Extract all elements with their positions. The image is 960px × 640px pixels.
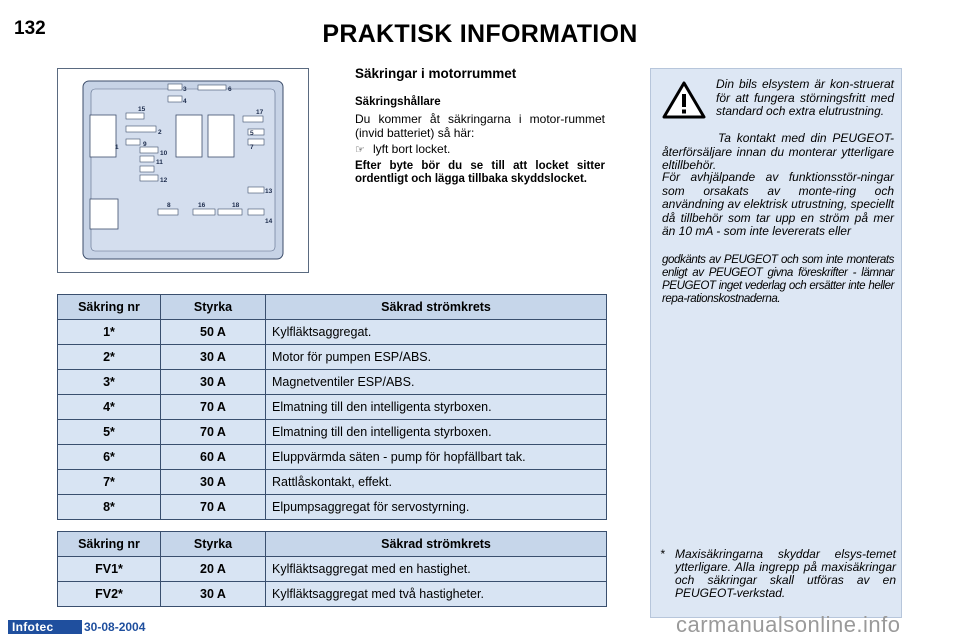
body-text: Du kommer åt säkringarna i motor-rummet (invid batteriet) så här: xyxy=(355,112,605,140)
cell-nr: 7* xyxy=(58,470,161,495)
cell-nr: 8* xyxy=(58,495,161,520)
table-row xyxy=(58,395,607,420)
header-styrka: Styrka xyxy=(161,532,266,557)
fuse-label-9: 9 xyxy=(143,141,147,148)
footnote-star: * xyxy=(660,547,665,561)
table-header-row xyxy=(58,532,607,557)
sub-title: Säkringshållare xyxy=(355,96,441,108)
cell-styrka: 20 A xyxy=(161,557,266,582)
cell-styrka: 70 A xyxy=(161,395,266,420)
infotec-logo: Infotec xyxy=(8,620,82,634)
cell-styrka: 50 A xyxy=(161,320,266,345)
fuse-label-8: 8 xyxy=(167,202,171,209)
fuse-label-3: 3 xyxy=(183,86,187,93)
header-krets: Säkrad strömkrets xyxy=(266,295,607,320)
info-paragraph-4: godkänts av PEUGEOT och som inte monterats enligt av PEUGEOT givna föreskrifter - lämnar PEUGEOT inget vederlag och ersätter inte heller repa-rationskostnaderna. xyxy=(662,253,894,305)
cell-krets: Rattlåskontakt, effekt. xyxy=(266,470,607,495)
cell-styrka: 30 A xyxy=(161,470,266,495)
cell-nr: FV1* xyxy=(58,557,161,582)
cell-nr: 1* xyxy=(58,320,161,345)
cell-krets: Kylfläktsaggregat med en hastighet. xyxy=(266,557,607,582)
footnote-text: Maxisäkringarna skyddar elsys-temet ytterligare. Alla ingrepp på maxisäkringar och säkringar skall utföras av en PEUGEOT-verkstad. xyxy=(675,547,896,600)
fuse-box-diagram xyxy=(57,68,309,273)
footer-date: 30-08-2004 xyxy=(84,620,146,634)
watermark: carmanualsonline.info xyxy=(676,612,901,637)
fuse-table-fv xyxy=(57,531,607,607)
fuse-label-13: 13 xyxy=(265,188,273,195)
cell-nr: 4* xyxy=(58,395,161,420)
page-title: PRAKTISK INFORMATION xyxy=(322,20,638,48)
cell-nr: 6* xyxy=(58,445,161,470)
warning-icon xyxy=(662,80,706,120)
cell-nr: FV2* xyxy=(58,582,161,607)
table-row xyxy=(58,470,607,495)
fuse-box-drawing xyxy=(58,69,308,272)
table-row xyxy=(58,557,607,582)
cell-krets: Elpumpsaggregat för servostyrning. xyxy=(266,495,607,520)
fuse-label-4: 4 xyxy=(183,98,187,105)
table-row xyxy=(58,370,607,395)
cell-krets: Elmatning till den intelligenta styrboxen. xyxy=(266,395,607,420)
cell-krets: Kylfläktsaggregat med två hastigheter. xyxy=(266,582,607,607)
footnote xyxy=(660,548,896,600)
header-krets: Säkrad strömkrets xyxy=(266,532,607,557)
table-row xyxy=(58,345,607,370)
page-number: 132 xyxy=(14,18,46,39)
fuse-label-7: 7 xyxy=(250,144,254,151)
cell-styrka: 70 A xyxy=(161,420,266,445)
header-styrka: Styrka xyxy=(161,295,266,320)
fuse-label-2: 2 xyxy=(158,129,162,136)
fuse-label-5: 5 xyxy=(250,130,254,137)
fuse-label-1: 1 xyxy=(115,144,119,151)
cell-styrka: 70 A xyxy=(161,495,266,520)
fuse-label-14: 14 xyxy=(265,218,273,225)
info-paragraph-3: För avhjälpande av funktionsstör-ningar som orsakats av monte-ring och användning av elektrisk utrustning, speciellt då tillbehör som tar upp en ström på mer än 10 mA - som inte levererats eller xyxy=(662,170,894,238)
cell-krets: Motor för pumpen ESP/ABS. xyxy=(266,345,607,370)
fuse-label-10: 10 xyxy=(160,150,168,157)
fuse-label-12: 12 xyxy=(160,177,168,184)
header-nr: Säkring nr xyxy=(58,532,161,557)
section-title: Säkringar i motorrummet xyxy=(355,66,517,81)
header-nr: Säkring nr xyxy=(58,295,161,320)
table-row xyxy=(58,582,607,607)
pointing-hand-icon: ☞ xyxy=(355,144,365,156)
cell-nr: 2* xyxy=(58,345,161,370)
table-row xyxy=(58,445,607,470)
bullet-text: lyft bort locket. xyxy=(373,142,451,156)
fuse-label-16: 16 xyxy=(198,202,206,209)
bold-note: Efter byte bör du se till att locket sitter ordentligt och lägga tillbaka skyddslocket. xyxy=(355,160,605,185)
fuse-label-6: 6 xyxy=(228,86,232,93)
cell-styrka: 60 A xyxy=(161,445,266,470)
cell-krets: Elmatning till den intelligenta styrboxen. xyxy=(266,420,607,445)
table-row xyxy=(58,320,607,345)
bullet-line xyxy=(355,142,450,156)
fuse-table-main xyxy=(57,294,607,520)
fuse-label-18: 18 xyxy=(232,202,240,209)
info-paragraph-2: Ta kontakt med din PEUGEOT-återförsäljare innan du monterar ytterligare eltillbehör. xyxy=(662,131,894,172)
cell-krets: Kylfläktsaggregat. xyxy=(266,320,607,345)
cell-nr: 3* xyxy=(58,370,161,395)
fuse-label-11: 11 xyxy=(156,159,163,166)
fuse-label-15: 15 xyxy=(138,106,146,113)
cell-styrka: 30 A xyxy=(161,582,266,607)
table-row xyxy=(58,420,607,445)
table-row xyxy=(58,495,607,520)
cell-krets: Eluppvärmda säten - pump för hopfällbart tak. xyxy=(266,445,607,470)
cell-styrka: 30 A xyxy=(161,370,266,395)
cell-nr: 5* xyxy=(58,420,161,445)
cell-styrka: 30 A xyxy=(161,345,266,370)
cell-krets: Magnetventiler ESP/ABS. xyxy=(266,370,607,395)
table-header-row xyxy=(58,295,607,320)
fuse-label-17: 17 xyxy=(256,109,264,116)
info-paragraph-1: Din bils elsystem är kon-struerat för att fungera störningsfritt med standard och extra elutrustning. xyxy=(716,77,894,118)
